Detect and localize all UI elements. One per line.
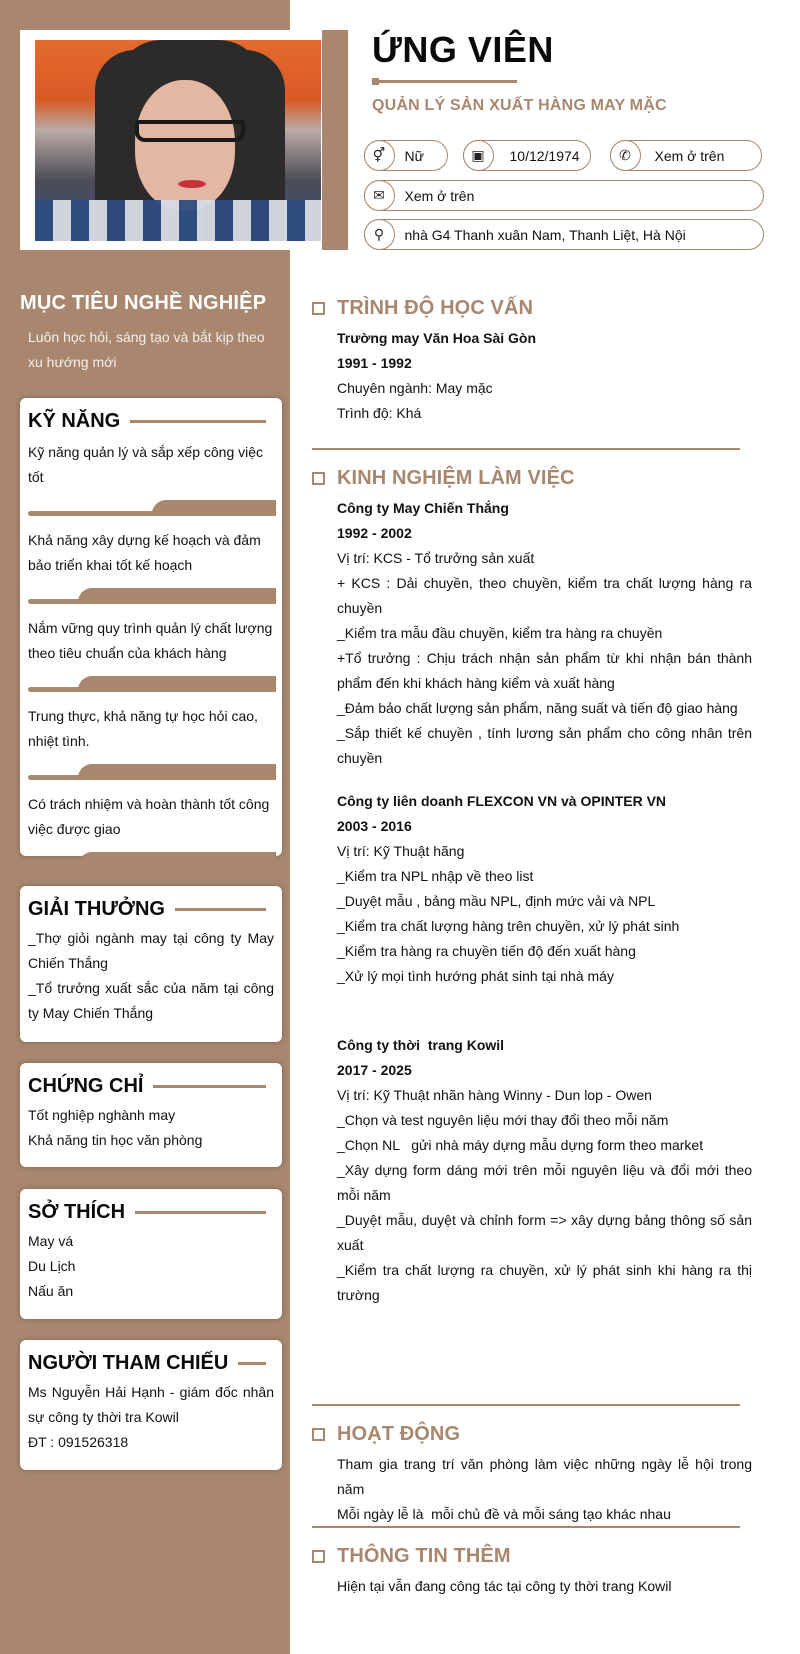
references-heading	[28, 1350, 274, 1376]
additional-info-section	[312, 1542, 762, 1599]
skill-level-bar	[28, 764, 276, 780]
contact-gender-value: Nữ	[404, 147, 424, 164]
contact-phone-value: Xem ở trên	[654, 147, 725, 164]
skill-text: Nắm vững quy trình quản lý chất lượng theo tiêu chuẩn của khách hàng	[28, 620, 273, 661]
objective-title: MỤC TIÊU NGHỀ NGHIỆP	[20, 292, 267, 314]
contact-birthdate-value: 10/12/1974	[509, 147, 580, 164]
job-line: _Kiểm tra NPL nhập về theo list	[337, 868, 534, 884]
avatar	[35, 40, 321, 241]
job-company: Công ty thời trang Kowil	[337, 1037, 505, 1053]
job-line: Vị trí: KCS - Tổ trưởng sản xuất	[337, 550, 535, 566]
reference-item: ĐT : 091526318	[28, 1434, 129, 1450]
job-line: Vị trí: Kỹ Thuật hãng	[337, 843, 465, 859]
contact-email[interactable]	[364, 180, 764, 211]
experience-title: KINH NGHIỆM LÀM VIỆC	[337, 466, 575, 489]
job-line: _Duyệt mẫu, duyệt và chỉnh form => xây dựng bảng thông số sản xuất	[337, 1212, 752, 1253]
references-title: NGƯỜI THAM CHIẾU	[28, 1351, 229, 1374]
certificates-card	[20, 1063, 282, 1167]
section-divider	[312, 1404, 740, 1406]
job-line: _Kiểm tra hàng ra chuyền tiến độ đến xuất hàng	[337, 943, 636, 959]
candidate-name: ỨNG VIÊN	[372, 29, 554, 70]
education-body	[337, 326, 752, 426]
hobbies-card	[20, 1189, 282, 1319]
experience-body	[337, 496, 752, 1308]
contact-address	[364, 219, 764, 250]
job-period: 1992 - 2002	[337, 525, 412, 541]
job-line: _Chọn và test nguyên liệu mới thay đổi theo mỗi năm	[337, 1112, 669, 1128]
hobby-item: Du Lịch	[28, 1258, 76, 1274]
awards-card	[20, 886, 282, 1042]
activity-line: Tham gia trang trí văn phòng làm việc những ngày lễ hội trong năm	[337, 1456, 752, 1497]
job-period: 2003 - 2016	[337, 818, 412, 834]
additional-info-line: Hiện tại vẫn đang công tác tại công ty thời trang Kowil	[337, 1578, 672, 1594]
references-card	[20, 1340, 282, 1470]
calendar-icon: ▣	[463, 140, 494, 171]
checkbox-square-icon	[312, 1550, 325, 1563]
job-line: _Xử lý mọi tình hướng phát sinh tại nhà máy	[337, 968, 614, 984]
section-divider	[312, 1526, 740, 1528]
education-line: Trình độ: Khá	[337, 405, 422, 421]
job-period: 2017 - 2025	[337, 1062, 412, 1078]
contact-address-value: nhà G4 Thanh xuân Nam, Thanh Liệt, Hà Nội	[404, 226, 686, 243]
experience-section	[312, 464, 762, 1308]
heading-rule	[135, 1211, 266, 1214]
skill-text: Trung thực, khả năng tự học hỏi cao, nhiệt tình.	[28, 708, 258, 749]
certificate-item: Tốt nghiệp nghành may	[28, 1107, 176, 1123]
job-line: _Kiểm tra chất lượng hàng trên chuyền, xử lý phát sinh	[337, 918, 680, 934]
email-icon: ✉	[364, 180, 395, 211]
job-line: _Kiểm tra mẫu đầu chuyền, kiểm tra hàng ra chuyền	[337, 625, 663, 641]
certificate-item: Khả năng tin học văn phòng	[28, 1132, 203, 1148]
location-icon: ⚲	[364, 219, 395, 250]
skill-item	[28, 440, 274, 528]
activities-body	[337, 1452, 752, 1527]
job-line: _Sắp thiết kế chuyền , tính lương sản phẩm cho công nhân trên chuyền	[337, 725, 752, 766]
education-period: 1991 - 1992	[337, 355, 412, 371]
contact-phone[interactable]	[610, 140, 762, 171]
activities-heading	[312, 1420, 762, 1448]
hobby-item: May vá	[28, 1233, 74, 1249]
skill-level-bar	[28, 500, 276, 516]
checkbox-square-icon	[312, 1428, 325, 1441]
certificates-title: CHỨNG CHỈ	[28, 1074, 144, 1097]
certificates-heading	[28, 1073, 274, 1099]
section-divider	[312, 448, 740, 450]
skill-item	[28, 528, 274, 616]
awards-heading	[28, 896, 274, 922]
job-company: Công ty liên doanh FLEXCON VN và OPINTER VN	[337, 793, 667, 809]
job-line: _Kiểm tra chất lượng ra chuyền, xử lý phát sinh khi hàng ra thị trường	[337, 1262, 752, 1303]
experience-heading	[312, 464, 762, 492]
school-name: Trường may Văn Hoa Sài Gòn	[337, 330, 537, 346]
skills-card	[20, 398, 282, 856]
certificates-list	[28, 1103, 274, 1153]
hobby-item: Nấu ăn	[28, 1283, 74, 1299]
name-underline	[372, 80, 517, 83]
skill-text: Kỹ năng quản lý và sắp xếp công việc tốt	[28, 444, 264, 485]
contact-email-value: Xem ở trên	[404, 187, 475, 204]
activities-section	[312, 1420, 762, 1527]
hobbies-heading	[28, 1199, 274, 1225]
job-line: Vị trí: Kỹ Thuật nhãn hàng Winny - Dun lop - Owen	[337, 1087, 652, 1103]
heading-rule	[175, 908, 266, 911]
skill-level-bar	[28, 588, 276, 604]
skills-heading	[28, 408, 274, 434]
awards-title: GIẢI THƯỞNG	[28, 897, 165, 920]
phone-icon: ✆	[610, 140, 641, 171]
accent-bar	[322, 30, 348, 250]
contact-birthdate	[463, 140, 591, 171]
award-item: _Tổ trưởng xuất sắc của năm tại công ty May Chiến Thắng	[28, 980, 274, 1021]
skill-level-bar	[28, 676, 276, 692]
references-list	[28, 1380, 274, 1455]
skill-item	[28, 616, 274, 704]
additional-info-body	[337, 1574, 752, 1599]
job-entry	[337, 496, 752, 771]
hobbies-title: SỞ THÍCH	[28, 1200, 126, 1223]
heading-rule	[153, 1085, 266, 1088]
job-line: +Tổ trưởng : Chịu trách nhận sản phẩm từ khi nhận bán thành phẩm đến khi khách hàng kiểm và xuất hàng	[337, 650, 752, 691]
checkbox-square-icon	[312, 302, 325, 315]
education-title: TRÌNH ĐỘ HỌC VẤN	[337, 296, 534, 319]
job-entry	[337, 789, 752, 989]
education-heading	[312, 294, 762, 322]
award-item: _Thợ giỏi ngành may tại công ty May Chiến Thắng	[28, 930, 274, 971]
job-line: _Xây dựng form dáng mới trên mỗi nguyên liệu và đổi mới theo mỗi năm	[337, 1162, 752, 1203]
job-entry	[337, 1033, 752, 1308]
gender-icon: ⚥	[364, 140, 395, 171]
activity-line: Mỗi ngày lễ là mỗi chủ đề và mỗi sáng tạo khác nhau	[337, 1506, 671, 1522]
heading-rule	[130, 420, 266, 423]
awards-list	[28, 926, 274, 1026]
job-line: _Chọn NL gửi nhà máy dựng mẫu dựng form theo market	[337, 1137, 704, 1153]
heading-rule	[238, 1362, 266, 1365]
header	[372, 28, 772, 115]
hobbies-list	[28, 1229, 274, 1304]
activities-title: HOẠT ĐỘNG	[337, 1422, 461, 1445]
additional-info-heading	[312, 1542, 762, 1570]
objective-body: Luôn học hỏi, sáng tạo và bắt kịp theo xu hướng mới	[28, 329, 265, 370]
skill-item	[28, 792, 274, 880]
education-line: Chuyên ngành: May mặc	[337, 380, 493, 396]
job-line: _Duyệt mẫu , bảng mầu NPL, định mức vải và NPL	[337, 893, 656, 909]
job-title: QUẢN LÝ SẢN XUẤT HÀNG MAY MẶC	[372, 97, 667, 114]
education-section	[312, 294, 762, 426]
skill-text: Khả năng xây dựng kế hoạch và đảm bảo triển khai tốt kế hoạch	[28, 532, 261, 573]
skills-title: KỸ NĂNG	[28, 409, 121, 432]
additional-info-title: THÔNG TIN THÊM	[337, 1544, 511, 1567]
job-company: Công ty May Chiến Thắng	[337, 500, 509, 516]
checkbox-square-icon	[312, 472, 325, 485]
skill-text: Có trách nhiệm và hoàn thành tốt công việc được giao	[28, 796, 270, 837]
reference-item: Ms Nguyễn Hải Hạnh - giám đốc nhân sự công ty thời tra Kowil	[28, 1384, 274, 1425]
skill-level-bar	[28, 852, 276, 868]
job-line: _Đảm bảo chất lượng sản phẩm, năng suất và tiến độ giao hàng	[337, 700, 738, 716]
skill-item	[28, 704, 274, 792]
contact-gender	[364, 140, 448, 171]
job-line: + KCS : Dải chuyền, theo chuyền, kiểm tra chất lượng hàng ra chuyền	[337, 575, 752, 616]
